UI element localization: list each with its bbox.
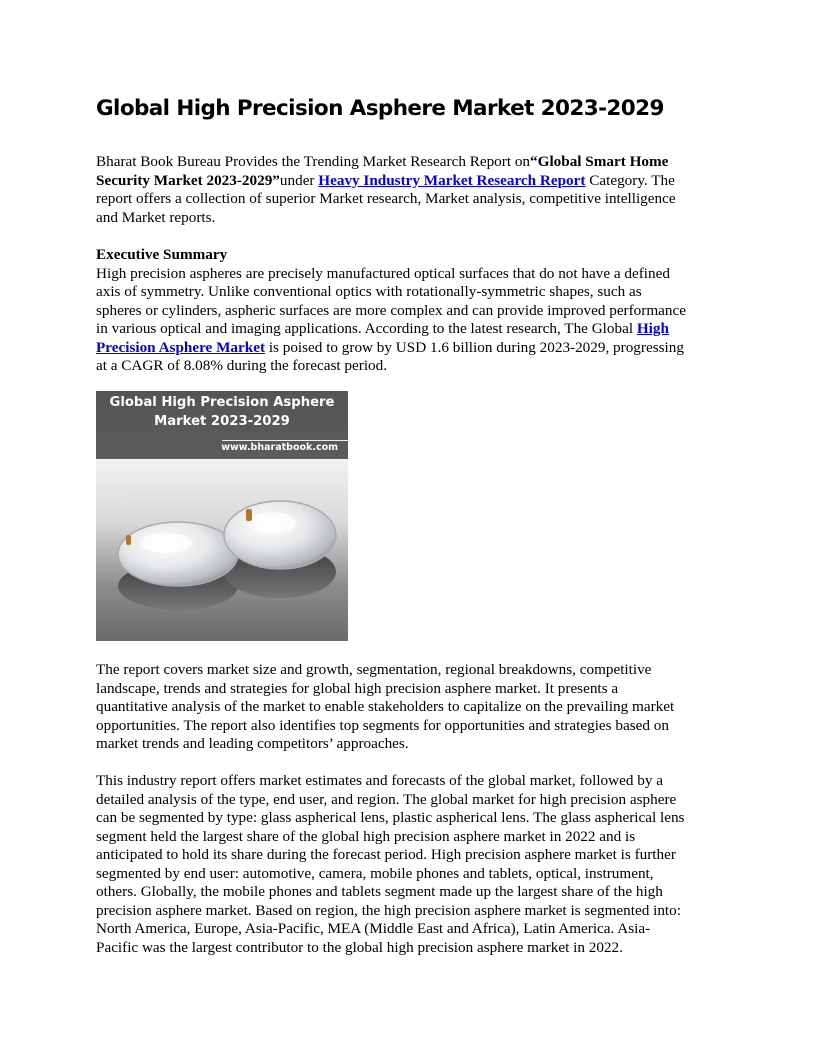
segmentation-paragraph <box>96 772 720 957</box>
paragraph-line: others. Globally, the mobile phones and tablets segment made up the largest share of the high <box>96 883 663 900</box>
intro-line: and Market reports. <box>96 208 216 226</box>
summary-line <box>96 320 720 339</box>
lens-highlight <box>248 512 296 534</box>
executive-summary <box>96 246 720 376</box>
summary-line: spheres or cylinders, aspheric surfaces are more complex and can provide improved performance <box>96 301 686 319</box>
intro-paragraph <box>96 153 720 227</box>
lens-right <box>224 501 336 569</box>
paragraph-line: North America, Europe, Asia-Pacific, MEA (Middle East and Africa), Latin America. Asia- <box>96 920 651 937</box>
intro-text: Category. The <box>585 171 675 189</box>
paragraph-line: Pacific was the largest contributor to the global high precision asphere market in 2022. <box>96 938 623 956</box>
intro-line <box>96 172 720 191</box>
cover-title-line: Market 2023-2029 <box>154 414 290 429</box>
lens-tab <box>246 509 252 521</box>
report-name-bold: Security Market 2023-2029” <box>96 171 280 189</box>
cover-divider <box>222 440 348 441</box>
summary-text: is poised to grow by USD 1.6 billion during 2023-2029, progressing <box>265 338 684 356</box>
paragraph-line: segmented by end user: automotive, camera, mobile phones and tablets, optical, instrument, <box>96 864 654 882</box>
lens-highlight <box>140 533 192 553</box>
lens-left <box>118 522 238 586</box>
market-link-part2[interactable]: Precision Asphere Market <box>96 338 266 356</box>
paragraph-line: This industry report offers market estimates and forecasts of the global market, followed by a <box>96 772 663 789</box>
paragraph-line: market trends and leading competitors’ approaches. <box>96 735 409 752</box>
report-cover-image <box>96 391 348 641</box>
report-name-bold: “Global Smart Home <box>530 153 669 170</box>
paragraph-line: The report covers market size and growth, segmentation, regional breakdowns, competitive <box>96 661 652 678</box>
summary-line: at a CAGR of 8.08% during the forecast period. <box>96 357 388 374</box>
cover-title <box>96 393 348 431</box>
paragraph-line: anticipated to hold its share during the forecast period. High precision asphere market is further <box>96 846 676 863</box>
paragraph-line: quantitative analysis of the market to enable stakeholders to capitalize on the prevailing market <box>96 698 675 715</box>
intro-line <box>96 153 720 172</box>
paragraph-line: opportunities. The report also identifies top segments for opportunities and strategies based on <box>96 716 669 734</box>
intro-text: Bharat Book Bureau Provides the Trending Market Research Report on <box>96 153 531 170</box>
market-coverage-paragraph <box>96 661 720 754</box>
heavy-industry-category-link[interactable]: Heavy Industry Market Research Report <box>318 171 586 189</box>
summary-line: High precision aspheres are precisely manufactured optical surfaces that do not have a defined <box>96 264 670 282</box>
paragraph-line: precision asphere market. Based on region, the high precision asphere market is segmented into: <box>96 901 681 919</box>
cover-header <box>96 391 348 461</box>
section-heading <box>96 246 720 265</box>
summary-line <box>96 339 720 358</box>
cover-website: www.bharatbook.com <box>221 442 338 453</box>
executive-summary-heading: Executive Summary <box>96 246 228 263</box>
lens-tab <box>126 535 131 545</box>
paragraph-line: detailed analysis of the type, end user, and region. The global market for high precision asphere <box>96 790 677 808</box>
cover-title-line: Global High Precision Asphere <box>109 395 335 410</box>
summary-text: in various optical and imaging applications. According to the latest research, The Global <box>96 320 637 337</box>
paragraph-line: segment held the largest share of the global high precision asphere market in 2022 and is <box>96 827 636 845</box>
paragraph-line: can be segmented by type: glass aspherical lens, plastic aspherical lens. The glass aspherical lens <box>96 809 685 826</box>
page-title: Global High Precision Asphere Market 2023-2029 <box>96 96 664 121</box>
aspheric-lens-photo <box>96 459 348 641</box>
paragraph-line: landscape, trends and strategies for global high precision asphere market. It presents a <box>96 679 619 697</box>
market-link-part1[interactable]: High <box>636 320 669 337</box>
intro-line: report offers a collection of superior Market research, Market analysis, competitive intelligence <box>96 190 676 207</box>
summary-line: axis of symmetry. Unlike conventional optics with rotationally-symmetric shapes, such as <box>96 283 642 300</box>
intro-text: under <box>279 171 319 189</box>
